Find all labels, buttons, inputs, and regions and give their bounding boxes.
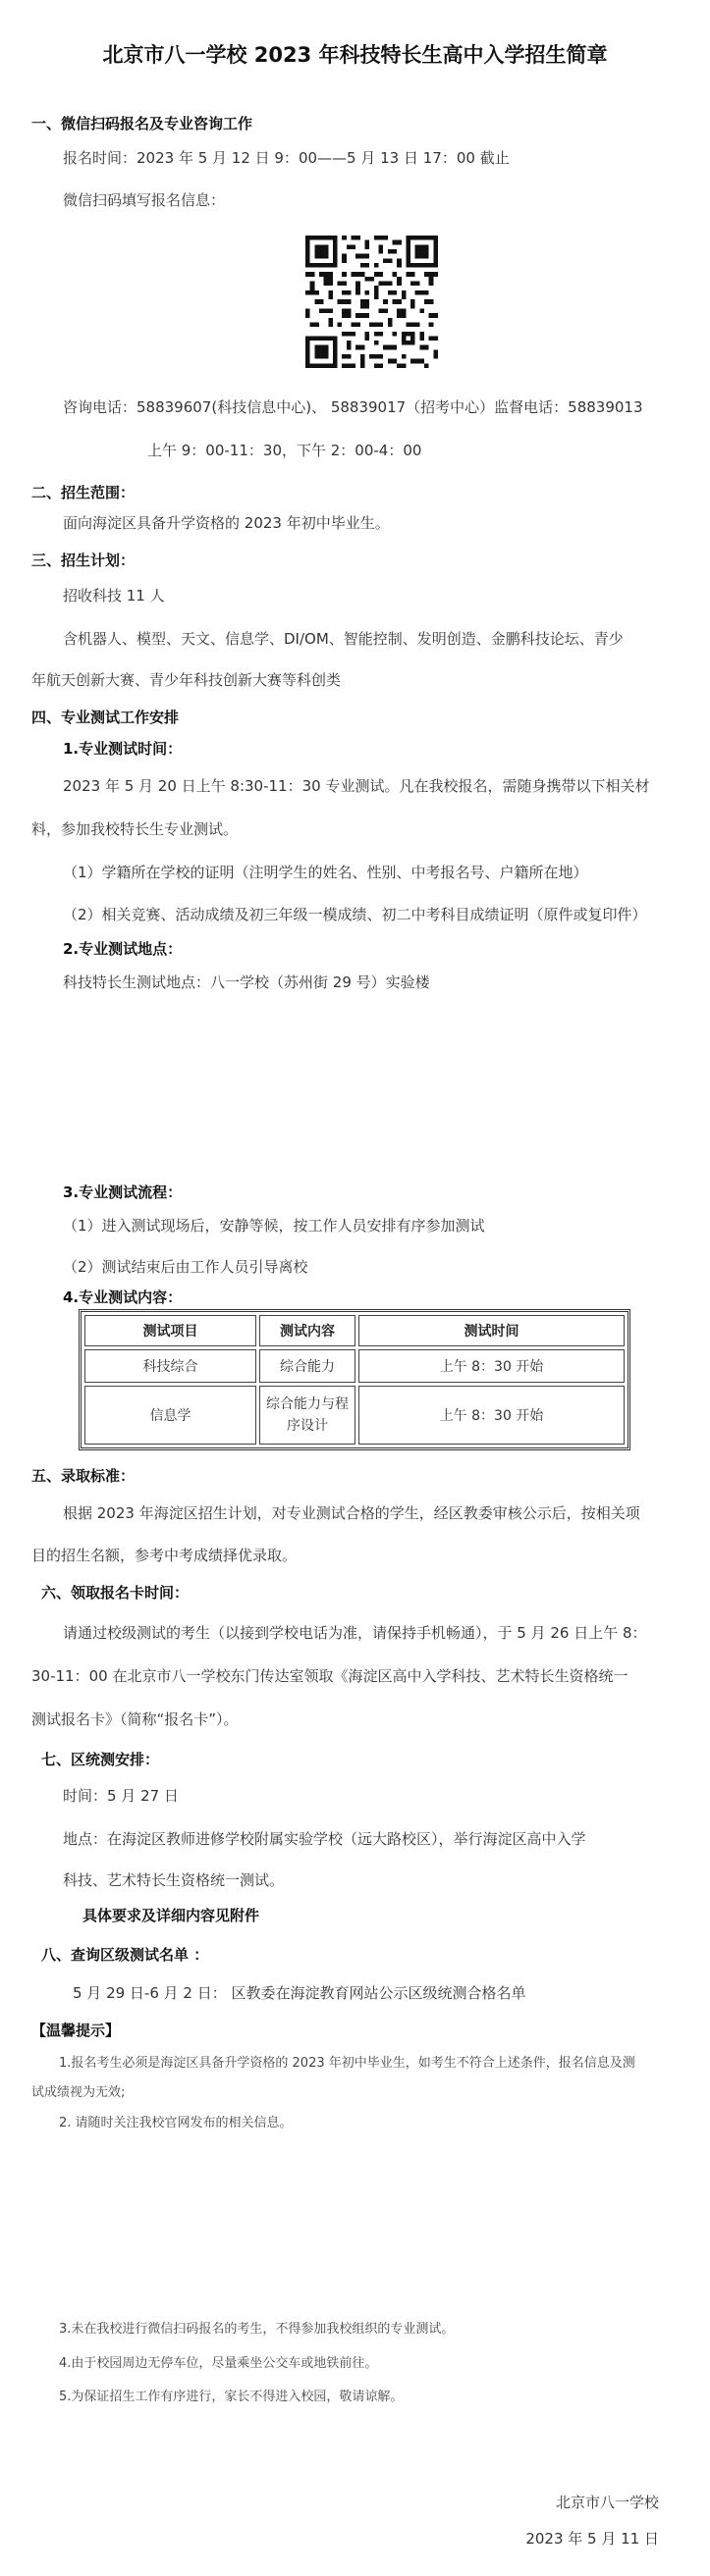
test-content-heading: 4.专业测试内容： [63,1288,183,1306]
test-time-line2: 料，参加我校特长生专业测试。 [31,820,239,838]
attachment-note: 具体要求及详细内容见附件 [82,1907,260,1924]
district-test-place-line2: 科技、艺术特长生资格统一测试。 [63,1871,285,1889]
table-cell: 科技综合 [84,1349,256,1383]
page-title: 北京市八一学校 2023 年科技特长生高中入学招生简章 [102,43,608,67]
table-row [84,1386,625,1445]
district-test-place-line1: 地点：在海淀区教师进修学校附属实验学校（远大路校区），举行海淀区高中入学 [63,1830,586,1848]
list-query-text: 5 月 29 日-6 月 2 日： 区教委在海淀教育网站公示区级统测合格名单 [73,1984,526,2002]
section-2-heading: 二、招生范围： [31,484,136,501]
tip-1-line2: 试成绩视为无效; [31,2085,126,2100]
section-6-heading: 六、领取报名卡时间： [41,1584,190,1602]
footer-organization: 北京市八一学校 [555,2494,659,2511]
table-cell: 综合能力与程序设计 [259,1386,355,1445]
tip-5: 5.为保证招生工作有序进行，家长不得进入校园，敬请谅解。 [59,2390,404,2404]
test-flow-2: （2）测试结束后由工作人员引导离校 [63,1258,308,1276]
tip-2: 2. 请随时关注我校官网发布的相关信息。 [59,2116,293,2130]
enrollment-categories-line2: 年航天创新大赛、青少年科技创新大赛等科创类 [31,671,342,689]
table-cell: 信息学 [84,1386,256,1445]
table-header: 测试内容 [259,1315,355,1346]
section-3-heading: 三、招生计划： [31,552,136,569]
contact-phone: 咨询电话：58839607(科技信息中心)、 58839017（招考中心）监督电话：58839013 [63,398,643,416]
tip-1-line1: 1.报名考生必须是海淀区具备升学资格的 2023 年初中毕业生，如考生不符合上述条件，报名信息及测 [59,2056,635,2071]
test-flow-1: （1）进入测试现场后，安静等候，按工作人员安排有序参加测试 [63,1217,485,1235]
contact-hours: 上午 9：00-11：30，下午 2：00-4：00 [147,442,422,459]
card-pickup-line3: 测试报名卡》（简称“报名卡”）。 [31,1710,239,1728]
test-flow-heading: 3.专业测试流程： [63,1183,183,1201]
table-header: 测试时间 [358,1315,625,1346]
section-5-heading: 五、录取标准： [31,1467,136,1485]
test-content-table [79,1309,630,1450]
district-test-time: 时间：5 月 27 日 [63,1787,179,1805]
qr-code-image[interactable] [305,236,438,368]
table-row [84,1349,625,1383]
test-time-line1: 2023 年 5 月 20 日上午 8:30-11：30 专业测试。凡在我校报名，需随身携带以下相关材 [63,777,650,795]
table-cell: 上午 8：30 开始 [358,1349,625,1383]
test-place: 科技特长生测试地点：八一学校（苏州街 29 号）实验楼 [63,973,430,991]
enrollment-count: 招收科技 11 人 [63,587,165,605]
table-header: 测试项目 [84,1315,256,1346]
material-2: （2）相关竞赛、活动成绩及初三年级一模成绩、初二中考科目成绩证明（原件或复印件） [63,906,647,923]
table-cell: 上午 8：30 开始 [358,1386,625,1445]
registration-time: 报名时间：2023 年 5 月 12 日 9：00——5 月 13 日 17：00 截止 [63,149,510,167]
tips-heading: 【温馨提示】 [31,2022,121,2039]
table-header-row [84,1315,625,1346]
enrollment-categories-line1: 含机器人、模型、天文、信息学、DI/OM、智能控制、发明创造、金鹏科技论坛、青少 [63,630,624,648]
card-pickup-line2: 30-11：00 在北京市八一学校东门传达室领取《海淀区高中入学科技、艺术特长生资格统一 [31,1667,628,1685]
section-1-heading: 一、微信扫码报名及专业咨询工作 [31,115,253,132]
test-place-heading: 2.专业测试地点： [63,940,183,958]
footer-date: 2023 年 5 月 11 日 [525,2530,659,2548]
section-8-heading: 八、查询区级测试名单 ： [41,1946,209,1964]
admission-line2: 目的招生名额，参考中考成绩择优录取。 [31,1547,298,1564]
recruitment-scope: 面向海淀区具备升学资格的 2023 年初中毕业生。 [63,514,390,532]
qr-label: 微信扫码填写报名信息： [63,191,226,209]
material-1: （1）学籍所在学校的证明（注明学生的姓名、性别、中考报名号、户籍所在地） [63,864,588,881]
tip-3: 3.未在我校进行微信扫码报名的考生，不得参加我校组织的专业测试。 [59,2322,455,2337]
section-7-heading: 七、区统测安排： [41,1751,160,1768]
test-time-heading: 1.专业测试时间： [63,740,183,758]
admission-line1: 根据 2023 年海淀区招生计划，对专业测试合格的学生，经区教委审核公示后，按相关项 [63,1504,640,1522]
card-pickup-line1: 请通过校级测试的考生（以接到学校电话为准，请保持手机畅通），于 5 月 26 日上午 8： [63,1624,647,1642]
section-4-heading: 四、专业测试工作安排 [31,709,180,726]
tip-4: 4.由于校园周边无停车位，尽量乘坐公交车或地铁前往。 [59,2356,378,2371]
table-cell: 综合能力 [259,1349,355,1383]
